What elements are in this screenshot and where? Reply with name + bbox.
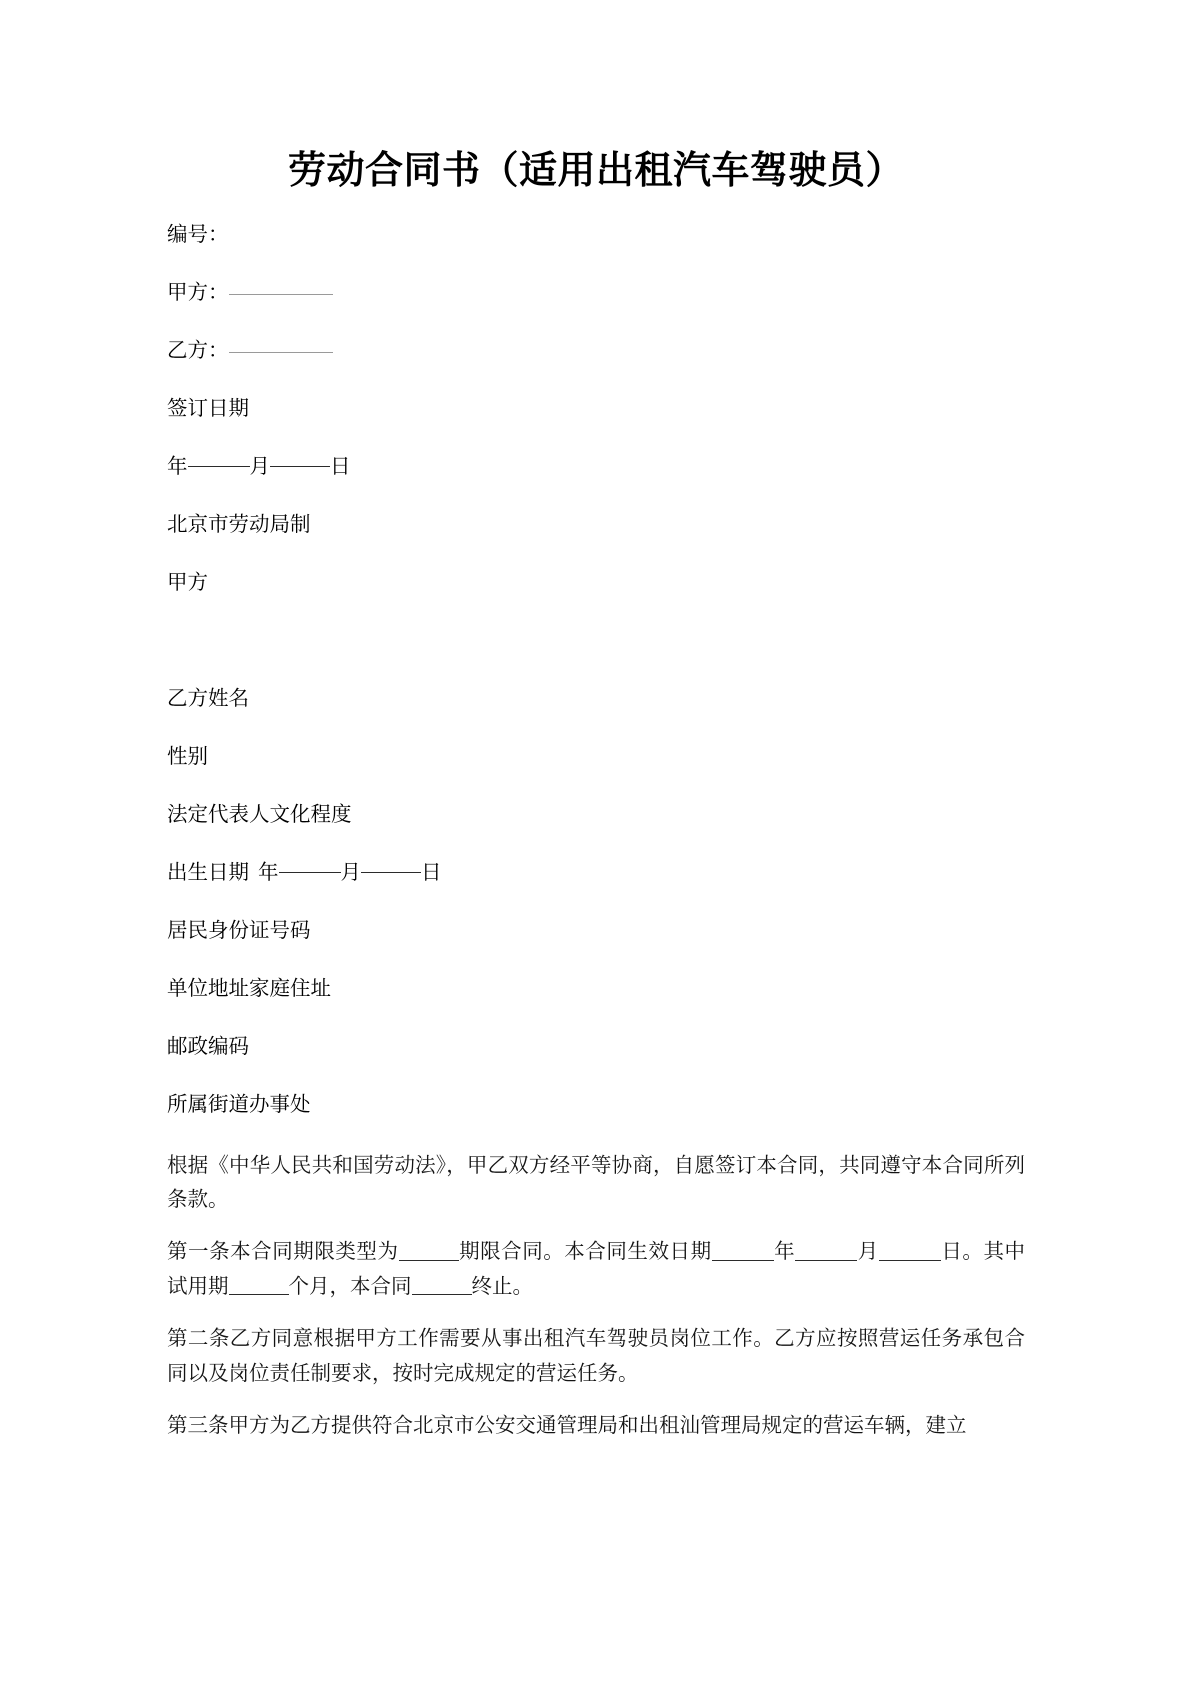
- paragraph-article-3: 第三条甲方为乙方提供符合北京市公安交通管理局和出租汕管理局规定的营运车辆，建立: [167, 1413, 967, 1438]
- article-1-text-5: 终止。: [471, 1273, 533, 1298]
- article-1-month-label: 月: [857, 1239, 879, 1264]
- birth-year-label: 年: [258, 859, 279, 884]
- sign-date-year-blank[interactable]: [188, 452, 250, 468]
- field-postcode: [167, 1032, 1025, 1090]
- article-1-text-2: 期限合同。本合同生效日期: [458, 1239, 712, 1264]
- party-a-heading-label: 甲方: [167, 569, 208, 594]
- sign-date-month-label: 月: [249, 453, 270, 478]
- article-1-term-type-blank[interactable]: [399, 1241, 459, 1261]
- field-party-b-name: [167, 684, 1025, 742]
- field-gender: [167, 742, 1025, 800]
- birth-year-blank[interactable]: [279, 858, 341, 874]
- field-party-b: [167, 336, 1025, 394]
- field-party-b-blank[interactable]: [229, 336, 333, 353]
- birth-month-label: 月: [340, 859, 361, 884]
- document-content: [167, 0, 1025, 1461]
- birth-date-label: 出生日期: [167, 859, 249, 884]
- field-sign-date-ymd: [167, 452, 1025, 510]
- field-party-a-label: 甲方：: [167, 279, 229, 304]
- sign-date-year-label: 年: [167, 453, 188, 478]
- article-1-effective-year-blank[interactable]: [712, 1241, 774, 1261]
- article-1-day-label: 日。: [940, 1239, 984, 1264]
- field-legal-rep-education: [167, 800, 1025, 858]
- article-1-text-1: 第一条本合同期限类型为: [167, 1239, 399, 1264]
- field-party-b-label: 乙方：: [167, 337, 229, 362]
- sign-date-day-label: 日: [330, 453, 351, 478]
- legal-rep-education-label: 法定代表人文化程度: [167, 801, 352, 826]
- article-1-year-label: 年: [773, 1239, 796, 1264]
- field-id-number: [167, 916, 1025, 974]
- article-1-effective-month-blank[interactable]: [795, 1241, 857, 1261]
- birth-month-blank[interactable]: [361, 858, 421, 874]
- article-1-effective-day-blank[interactable]: [879, 1241, 941, 1261]
- paragraph-preamble: 根据《中华人民共和国劳动法》，甲乙双方经平等协商，自愿签订本合同，共同遵守本合同所列条款。: [167, 1152, 1025, 1212]
- field-issuer: [167, 510, 1025, 568]
- page-title: 劳动合同书（适用出租汽车驾驶员）: [287, 148, 904, 192]
- article-1-text-3: 其中试用期: [167, 1239, 1025, 1298]
- field-birth-date: [167, 858, 1025, 916]
- field-address: [167, 974, 1025, 1032]
- paragraph-article-2: 第二条乙方同意根据甲方工作需要从事出租汽车驾驶员岗位工作。乙方应按照营运任务承包合同以及岗位责任制要求，按时完成规定的营运任务。: [167, 1326, 1025, 1385]
- id-number-label: 居民身份证号码: [167, 917, 311, 942]
- field-sign-date: [167, 394, 1025, 452]
- article-1-probation-blank[interactable]: [229, 1276, 289, 1296]
- field-number: [167, 220, 1025, 278]
- article-1-text-4: 个月，本合同: [288, 1273, 412, 1298]
- sign-date-month-blank[interactable]: [270, 452, 330, 468]
- section-party-a-heading: [167, 568, 1025, 626]
- birth-day-label: 日: [421, 859, 442, 884]
- address-label: 单位地址家庭住址: [167, 975, 331, 1000]
- field-party-a: [167, 278, 1025, 336]
- street-office-label: 所属街道办事处: [167, 1091, 311, 1116]
- paragraph-article-1: [167, 1234, 1025, 1303]
- party-b-name-label: 乙方姓名: [167, 685, 249, 710]
- article-1-termination-blank[interactable]: [412, 1276, 472, 1296]
- issuer-label: 北京市劳动局制: [167, 511, 311, 536]
- field-street-office: [167, 1090, 1025, 1148]
- field-party-a-blank[interactable]: [229, 278, 333, 295]
- gender-label: 性别: [167, 743, 208, 768]
- party-a-details-gap: [167, 626, 1025, 684]
- field-sign-date-label: 签订日期: [167, 395, 249, 420]
- postcode-label: 邮政编码: [167, 1033, 249, 1058]
- field-number-label: 编号：: [167, 221, 229, 246]
